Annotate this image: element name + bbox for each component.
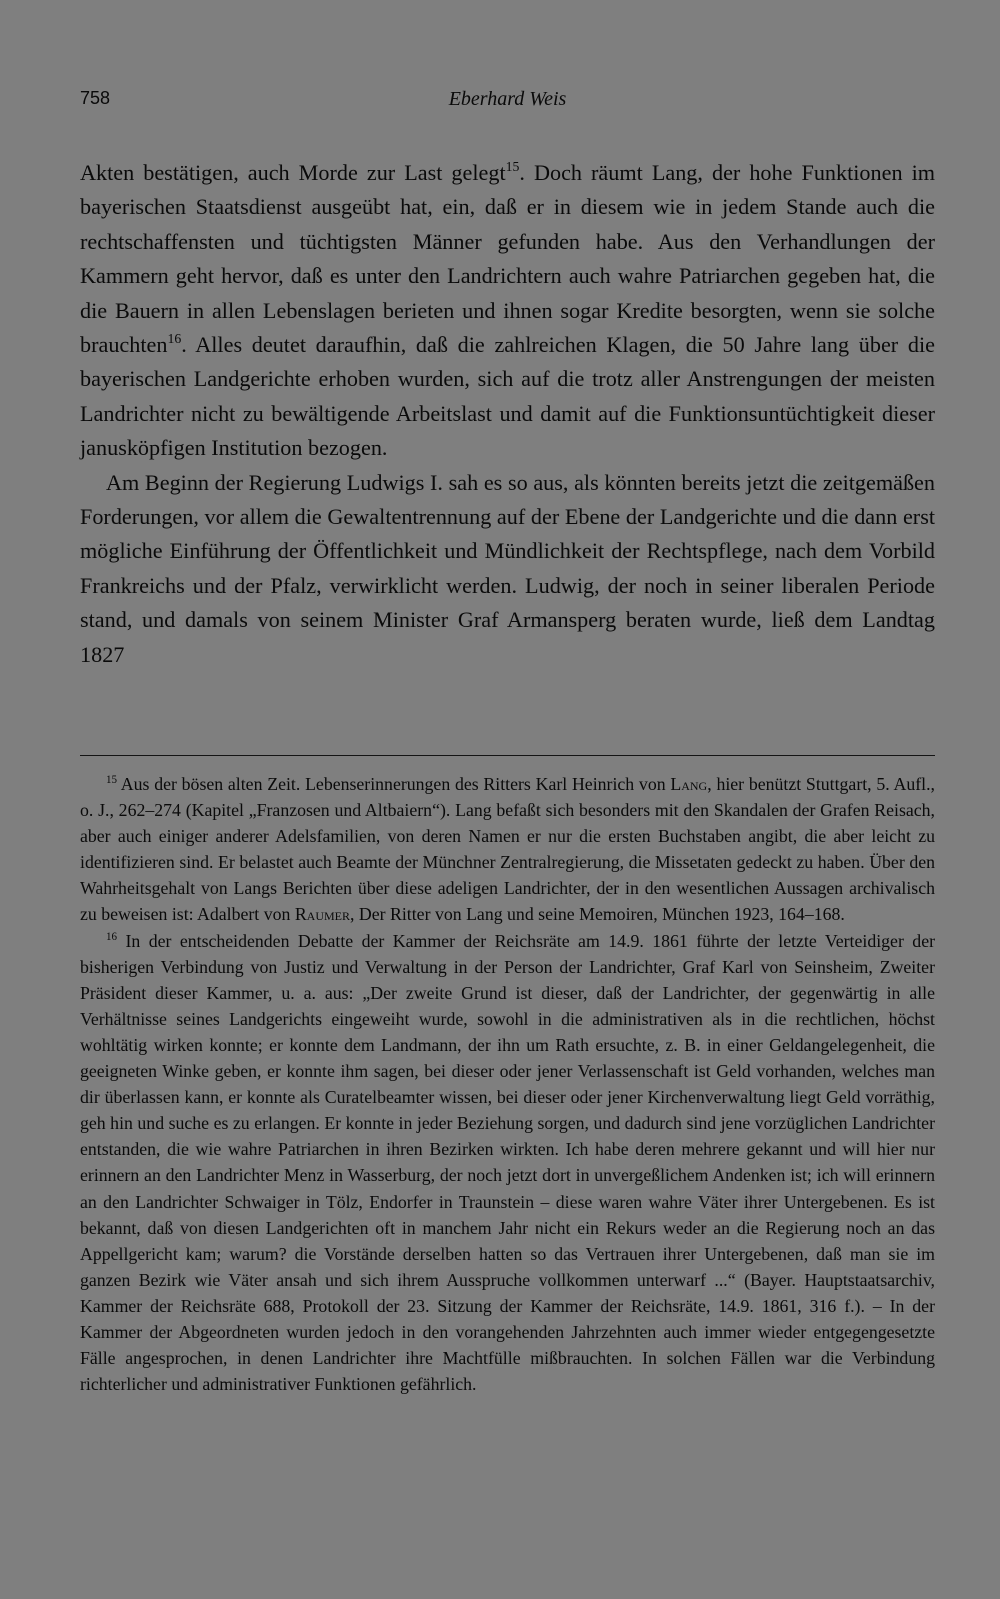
author-raumer: Raumer xyxy=(294,904,351,925)
main-text xyxy=(80,156,935,672)
footnote-15-text-c: , Der Ritter von Lang und seine Memoiren, München 1923, 164–168. xyxy=(350,904,845,925)
paragraph-1-text-b: . Doch räumt Lang, der hohe Funktionen im bayerischen Staatsdienst ausgeübt hat, ein, daß er in diesem wie in jedem Stande auch die rechtschaffensten und tüchtigsten Männer gefunden habe. Aus den Verhandlungen der Kammern geht hervor, daß es unter den Landrichtern auch wahre Patriarchen gegeben hat, die die Bauern in allen Lebenslagen berieten und ihnen sogar Kredite besorgten, wenn sie solche brauchten xyxy=(80,160,935,358)
paragraph-2: Am Beginn der Regierung Ludwigs I. sah es so aus, als könnten bereits jetzt die zeitgemäßen Forderungen, vor allem die Gewaltentrennung auf der Ebene der Landgerichte und die dann erst mögliche Einführung der Öffentlichkeit und Mündlichkeit der Rechtspflege, nach dem Vorbild Frankreichs und der Pfalz, verwirklicht werden. Ludwig, der noch in seiner liberalen Periode stand, und damals von seinem Minister Graf Armansperg beraten wurde, ließ dem Landtag 1827 xyxy=(80,469,935,667)
page-header xyxy=(80,88,935,118)
footnote-16-text: In der entscheidenden Debatte der Kammer der Reichsräte am 14.9. 1861 führte der letzte Verteidiger der bisherigen Verbindung von Justiz und Verwaltung in der Person der Landrichter, Graf Karl von Seinsheim, Zweiter Präsident dieser Kammer, u. a. aus: „Der zweite Grund ist dieser, daß der Landrichter, der gegenwärtig in alle Verhältnisse seines Landgerichts eingeweiht wurde, sowohl in die administrativen als in die rechtlichen, höchst wohltätig wirken konnte; er konnte dem Landmann, der ihn um Rath ersuchte, z. B. in einer Geldangelegenheit, die geeigneten Winke geben, er konnte ihm sagen, bei dieser oder jener Verlassenschaft ist Geld vorhanden, welches man dir überlassen kann, er konnte als Curatelbeamter wissen, bei dieser oder jener Kirchenverwaltung liegt Geld vorräthig, geh hin und suche es zu erlangen. Er konnte in jeder Beziehung sorgen, und dadurch sind jene vorzüglichen Landrichter entstanden, die wie wahre Patriarchen in ihren Bezirken wirkten. Ich habe deren mehrere gekannt und will hier nur erinnern an den Landrichter Menz in Wasserburg, der noch jetzt dort in unvergeßlichem Andenken ist; ich will erinnern an den Landrichter Schwaiger in Tölz, Endorfer in Traunstein – diese waren wahre Väter ihrer Untergebenen. Es ist bekannt, daß von diesen Landgerichten oft in manchem Jahr nicht ein Rekurs weder an die Regierung noch an das Appellgericht kam; warum? die Vorstände derselben hatten so das Vertrauen ihrer Untergebenen, daß man sie im ganzen Bezirk wie Väter ansah und sich ihrem Ausspruche vollkommen unterwarf ...“ (Bayer. Hauptstaatsarchiv, Kammer der Reichsräte 688, Protokoll der 23. Sitzung der Kammer der Reichsräte, 14.9. 1861, 316 f.). – In der Kammer der Abgeordneten wurden jedoch in den vorangehenden Jahrzehnten auch immer wieder entgegengesetzte Fälle angesprochen, in denen Landrichter ihre Machtfülle mißbrauchten. In solchen Fällen war die Verbindung richterlicher und administrativer Funktionen gefährlich. xyxy=(80,930,936,1395)
paragraph-1-text-c: . Alles deutet daraufhin, daß die zahlreichen Klagen, die 50 Jahre lang über die bayerischen Landgerichte erhoben wurden, sich auf die trotz aller Anstrengungen der meisten Landrichter nicht zu bewältigende Arbeitslast und damit auf die Funktionsuntüchtigkeit dieser janusköpfigen Institution bezogen. xyxy=(80,332,935,461)
footnote-15 xyxy=(80,771,935,928)
author-lang: Lang xyxy=(670,774,708,794)
footnote-15-number: 15 xyxy=(106,773,118,786)
footnote-separator xyxy=(80,755,935,756)
footnote-16 xyxy=(80,928,935,1398)
paragraph-1-text-a: Akten bestätigen, auch Morde zur Last gelegt xyxy=(80,160,506,185)
running-head: Eberhard Weis xyxy=(448,88,567,110)
footnote-ref-15: 15 xyxy=(505,159,520,175)
paragraph-1 xyxy=(80,156,935,466)
footnote-ref-16: 16 xyxy=(167,331,182,347)
footnote-15-text-b: , hier benützt Stuttgart, 5. Aufl., o. J., 262–274 (Kapitel „Franzosen und Altbaiern“). Lang befaßt sich besonders mit den Skandalen der Grafen Reisach, aber auch einiger anderer Adelsfamilien, von deren Namen er nur die ersten Buchstaben angibt, die aber leicht zu identifizieren sind. Er belastet auch Beamte der Münchner Zentralregierung, die Missetaten gedeckt zu haben. Über den Wahrheitsgehalt von Langs Berichten über diese adeligen Landrichter, der in den wesentlichen Aussagen archivalisch zu beweisen ist: Adalbert von xyxy=(80,774,935,925)
footnote-16-number: 16 xyxy=(106,930,118,943)
page-number: 758 xyxy=(80,88,111,108)
footnote-15-text-a: Aus der bösen alten Zeit. Lebenserinnerungen des Ritters Karl Heinrich von xyxy=(120,774,671,794)
footnotes xyxy=(80,771,935,1397)
